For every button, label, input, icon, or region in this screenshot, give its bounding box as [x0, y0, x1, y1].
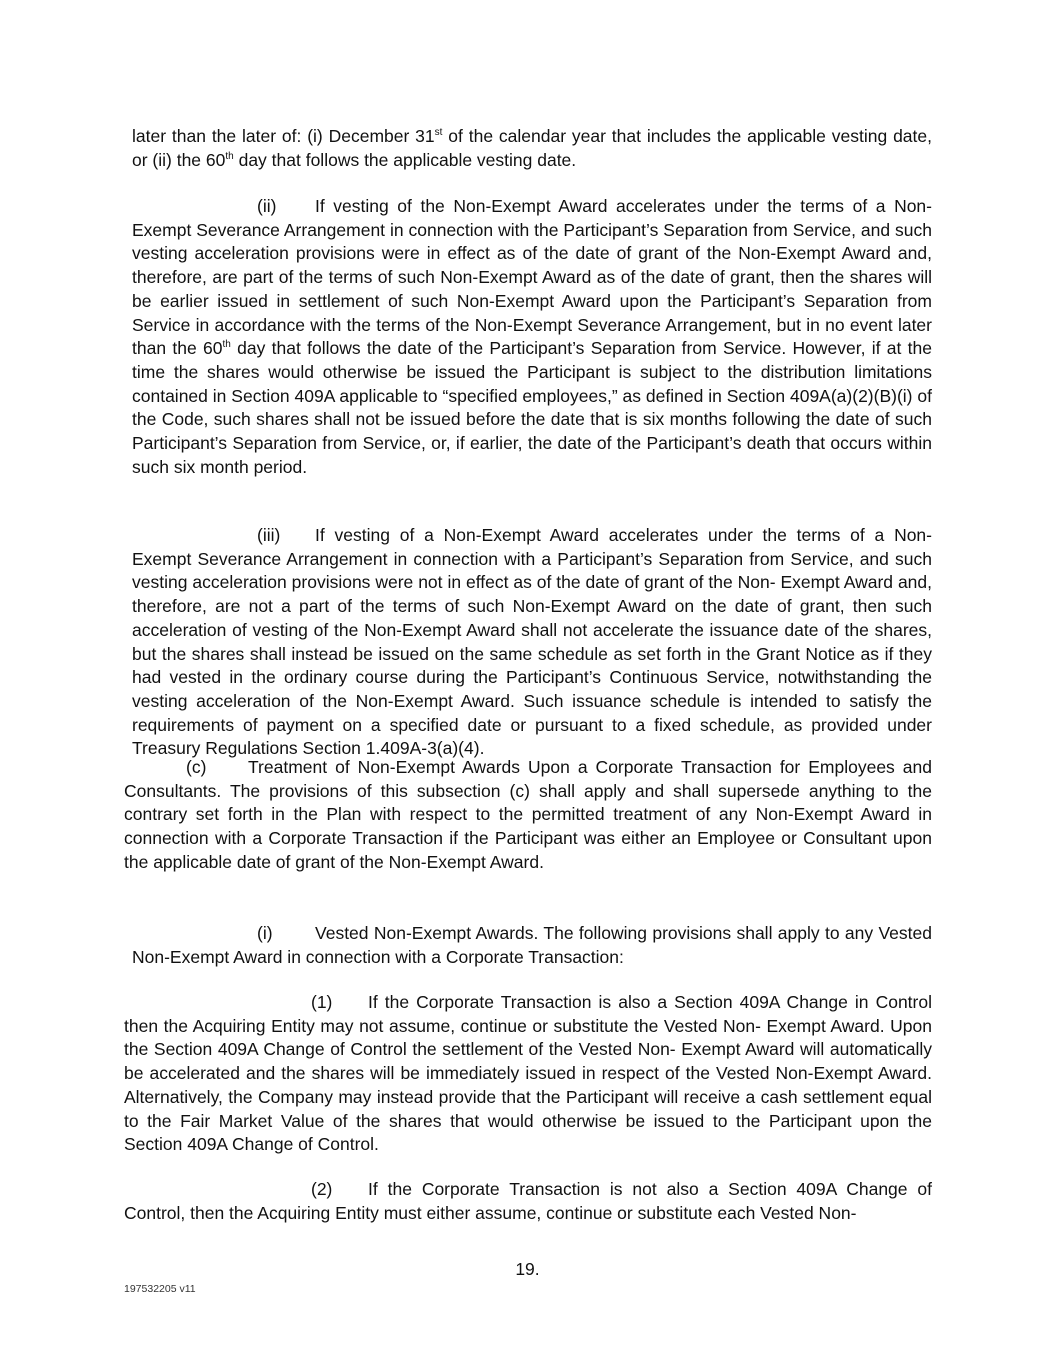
page-number: 19. — [515, 1259, 540, 1279]
section-number: (2) — [311, 1179, 333, 1199]
ordinal-suffix: th — [222, 339, 231, 351]
section-iii-paragraph — [132, 524, 932, 761]
paragraph-text: day that follows the applicable vesting date. — [233, 149, 577, 170]
section-heading: Vested Non-Exempt Awards. — [315, 923, 539, 943]
paragraph-text: If the Corporate Transaction is not also a Section 409A Change of Control, then the Acquiring Entity must either assume, continue or substitute each Vested Non- — [124, 1179, 932, 1223]
section-c-1-paragraph — [124, 991, 932, 1157]
section-ii-paragraph — [132, 195, 932, 479]
section-number: (iii) — [257, 525, 281, 545]
paragraph-text: The provisions of this subsection (c) shall apply and shall supersede anything to the contrary set forth in the Plan with respect to the permitted treatment of any Non-Exempt Award in connection with a Corporate Transaction if the Participant was either an Employee or Consultant upon the applicable date of grant of the Non-Exempt Award. — [124, 780, 932, 872]
document-id: 197532205 v11 — [124, 1283, 196, 1295]
section-number: (i) — [257, 923, 273, 943]
paragraph-text: If vesting of a Non-Exempt Award accelerates under the terms of a Non-Exempt Severance Arrangement in connection with a Participant’s Separation from Service, and such vesting acceleration provisions were not in effect as of the date of grant of the Non- Exempt Award and, therefore, are not a part of the terms of such Non-Exempt Award on the date of grant, then such acceleration of vesting of the Non-Exempt Award shall not accelerate the issuance date of the shares, but the shares shall instead be issued on the same schedule as set forth in the Grant Notice as if they had vested in the ordinary course during the Participant’s Continuous Service, notwithstanding the vesting acceleration of the Non-Exempt Award. Such issuance schedule is intended to satisfy the requirements of payment on a specified date or pursuant to a fixed schedule, as provided under Treasury Regulations Section 1.409A-3(a)(4). — [132, 525, 932, 759]
section-c-2-paragraph — [124, 1178, 932, 1225]
paragraph-text: day that follows the date of the Participant’s Separation from Service. However, if at the time the shares would otherwise be issued the Participant is subject to the distribution limitations contained in Section 409A applicable to “specified employees,” as defined in Section 409A(a)(2)(B)(i) of the Code, such shares shall not be issued before the date that is six months following the date of such Participant’s Separation from Service, or, if earlier, the date of the Participant’s death that occurs within such six month period. — [132, 338, 933, 477]
ordinal-suffix: st — [434, 127, 443, 139]
paragraph-text: of the calendar year that includes the applicable vesting date, or (ii) the 60 — [132, 126, 932, 170]
ordinal-suffix: th — [225, 150, 234, 162]
paragraph-text: later than the later of: (i) December 31 — [132, 126, 435, 146]
section-number: (c) — [186, 757, 207, 777]
section-heading: Treatment of Non-Exempt Awards Upon a Corporate Transaction for Employees and Consultants. — [124, 757, 932, 801]
paragraph-text: If vesting of the Non-Exempt Award accelerates under the terms of a Non-Exempt Severance Arrangement in connection with the Participant’s Separation from Service, and such vesting acceleration provisions were in effect as of the date of grant of the Non-Exempt Award and, therefore, are part of the terms of such Non-Exempt Award as of the date of grant, then the shares will be earlier issued in settlement of such Non-Exempt Award upon the Participant’s Separation from Service in accordance with the terms of the Non-Exempt Severance Arrangement, but in no event later than the 60 — [132, 196, 932, 359]
paragraph-text: The following provisions shall apply to any Vested Non-Exempt Award in connection with a Corporate Transaction: — [132, 923, 932, 967]
section-c-paragraph — [124, 756, 932, 875]
section-number: (1) — [311, 992, 333, 1012]
section-number: (ii) — [257, 196, 277, 216]
section-c-i-paragraph — [132, 922, 932, 969]
paragraph-text: If the Corporate Transaction is also a Section 409A Change in Control then the Acquiring Entity may not assume, continue or substitute the Vested Non- Exempt Award. Upon the Section 409A Change of Control the settlement of the Vested Non- Exempt Award will automatically be accelerated and the shares will be immediately issued in respect of the Vested Non-Exempt Award. Alternatively, the Company may instead provide that the Participant will receive a cash settlement equal to the Fair Market Value of the shares that would otherwise be issued to the Participant upon the Section 409A Change of Control. — [124, 992, 932, 1155]
continuation-paragraph — [132, 125, 932, 172]
